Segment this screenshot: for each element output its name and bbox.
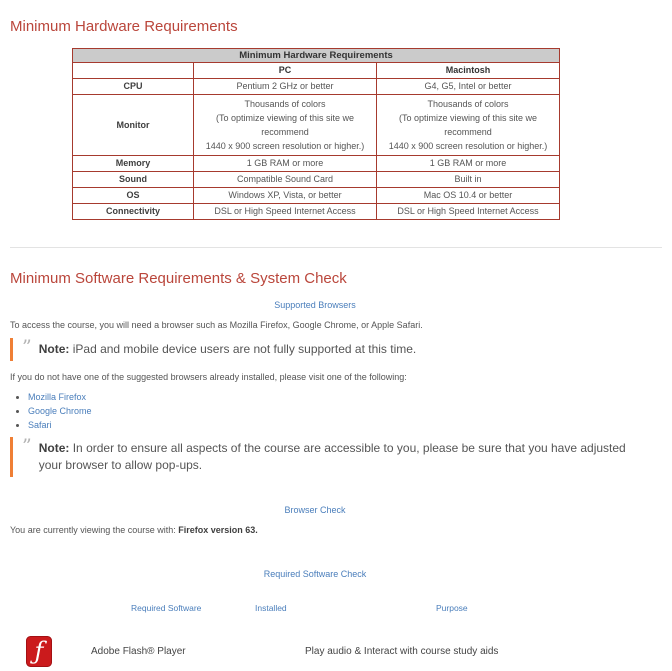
browser-link-list [10, 390, 672, 432]
note-label: Note: [38, 342, 70, 356]
row-label: Monitor [73, 95, 194, 156]
pc-value: Compatible Sound Card [194, 172, 377, 188]
table-caption-row [73, 49, 560, 63]
quote-icon: ” [22, 336, 32, 358]
software-purpose: Play audio & Interact with course study aids [305, 646, 499, 657]
pc-column-header: PC [194, 63, 377, 79]
note-text [39, 341, 417, 358]
table-header-row [73, 63, 560, 79]
pc-value: Pentium 2 GHz or better [194, 79, 377, 95]
table-row-os [73, 188, 560, 204]
current-browser-value: Firefox version 63. [178, 525, 258, 535]
quote-icon: ” [22, 435, 32, 457]
monitor-mac-line3: 1440 x 900 screen resolution or higher.) [388, 141, 548, 151]
row-label: OS [73, 188, 194, 204]
hardware-requirements-heading: Minimum Hardware Requirements [10, 18, 238, 35]
note-label: Note: [38, 441, 70, 455]
list-item [28, 390, 672, 404]
table-row-memory [73, 156, 560, 172]
note-body: In order to ensure all aspects of the course are accessible to you, please be sure that you have adjusted your browser to allow pop-ups. [38, 441, 626, 472]
note-popups [10, 437, 630, 477]
software-requirements-heading: Minimum Software Requirements & System Check [10, 270, 347, 287]
browser-check-title: Browser Check [284, 505, 346, 515]
mac-value: G4, G5, Intel or better [377, 79, 560, 95]
row-label: CPU [73, 79, 194, 95]
required-software-table [0, 580, 672, 671]
note-text [39, 440, 630, 474]
mac-value: 1 GB RAM or more [377, 156, 560, 172]
table-row-sound [73, 172, 560, 188]
pc-value: Windows XP, Vista, or better [194, 188, 377, 204]
pc-value: 1 GB RAM or more [194, 156, 377, 172]
monitor-pc-line3: 1440 x 900 screen resolution or higher.) [205, 141, 365, 151]
safari-link[interactable]: Safari [28, 420, 52, 430]
row-label: Memory [73, 156, 194, 172]
monitor-mac-line2: (To optimize viewing of this site we recommend [398, 113, 538, 137]
pc-value: DSL or High Speed Internet Access [194, 204, 377, 220]
row-label: Sound [73, 172, 194, 188]
required-software-column-header: Required Software [131, 603, 202, 613]
note-body: iPad and mobile device users are not fully supported at this time. [69, 342, 417, 356]
list-item [28, 418, 672, 432]
table-row-monitor [73, 95, 560, 156]
google-chrome-link[interactable]: Google Chrome [28, 406, 92, 416]
svg-text:ƒ: ƒ [34, 637, 44, 665]
supported-browsers-title: Supported Browsers [274, 300, 356, 310]
empty-header-cell [73, 63, 194, 79]
required-software-check-title: Required Software Check [263, 569, 367, 579]
table-row-cpu [73, 79, 560, 95]
section-divider [10, 247, 662, 248]
table-row-connectivity [73, 204, 560, 220]
mac-value: Mac OS 10.4 or better [377, 188, 560, 204]
current-browser-prefix: You are currently viewing the course with: [10, 525, 179, 535]
list-item [28, 404, 672, 418]
monitor-mac-line1: Thousands of colors [427, 99, 509, 109]
installed-column-header: Installed [255, 603, 287, 613]
mac-value: DSL or High Speed Internet Access [377, 204, 560, 220]
mac-column-header: Macintosh [377, 63, 560, 79]
monitor-pc-line1: Thousands of colors [244, 99, 326, 109]
hardware-requirements-table [72, 48, 560, 220]
browser-download-prompt: If you do not have one of the suggested browsers already installed, please visit one of the following: [10, 372, 407, 382]
mac-value: Built in [377, 172, 560, 188]
software-name: Adobe Flash® Player [91, 646, 186, 657]
mac-value [377, 95, 560, 156]
purpose-column-header: Purpose [436, 603, 468, 613]
mozilla-firefox-link[interactable]: Mozilla Firefox [28, 392, 87, 402]
note-mobile-support [10, 338, 630, 361]
flash-icon [26, 636, 52, 667]
pc-value [194, 95, 377, 156]
current-browser-line [10, 525, 672, 536]
table-caption: Minimum Hardware Requirements [73, 49, 560, 63]
row-label: Connectivity [73, 204, 194, 220]
monitor-pc-line2: (To optimize viewing of this site we recommend [215, 113, 355, 137]
browser-intro-text: To access the course, you will need a browser such as Mozilla Firefox, Google Chrome, or Apple Safari. [10, 320, 423, 330]
